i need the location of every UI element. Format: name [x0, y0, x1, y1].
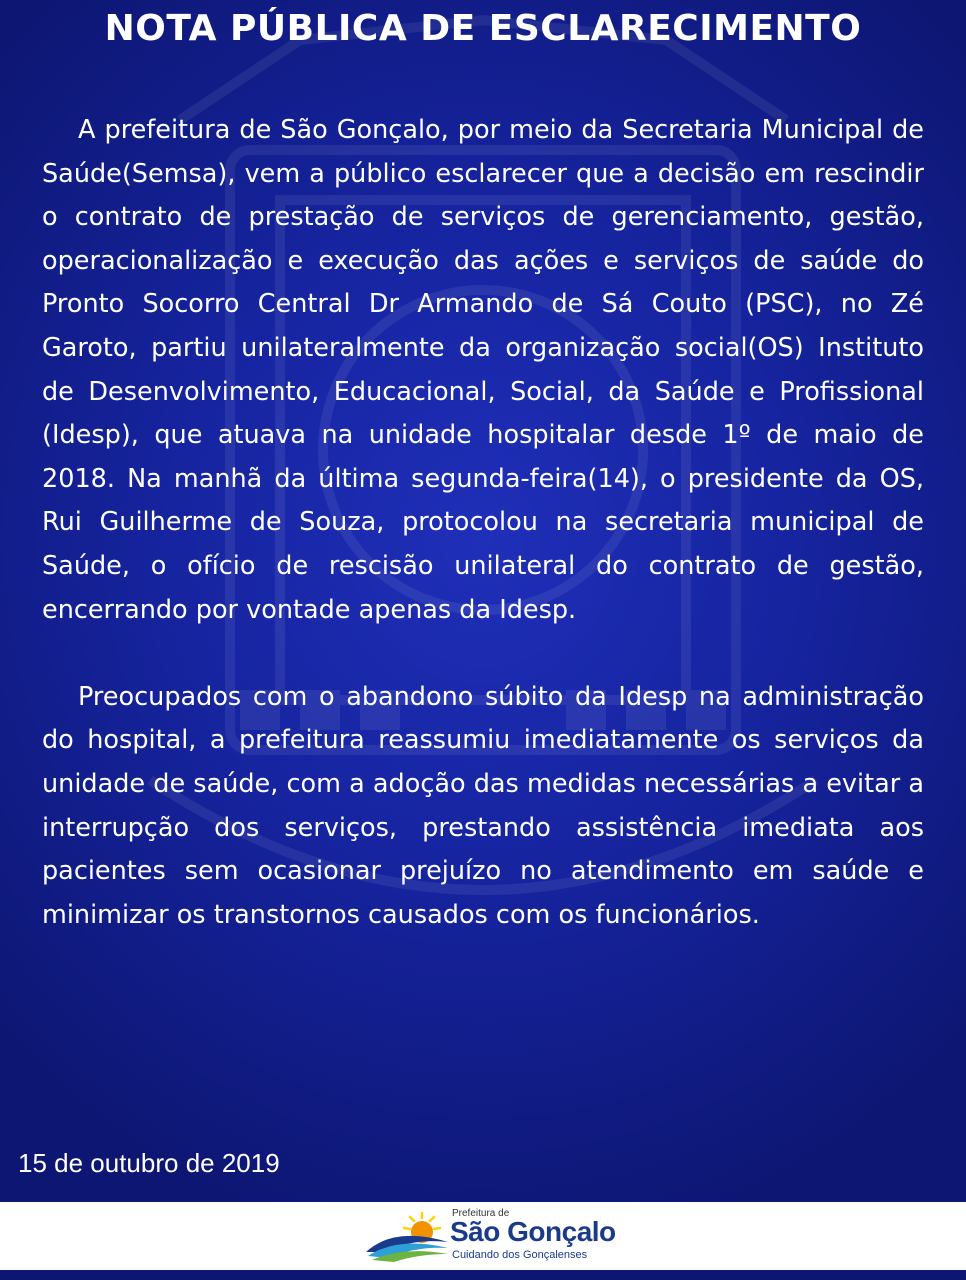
footer — [0, 1202, 966, 1270]
logo-small-text: Prefeitura de — [452, 1208, 510, 1219]
notice-body — [42, 109, 924, 937]
paragraph-1: A prefeitura de São Gonçalo, por meio da Secretaria Municipal de Saúde(Semsa), vem a público esclarecer que a decisão em rescindir o contrato de prestação de serviços de gerenciamento, gestão, operacionalização e execução das ações e serviços de saúde do Pronto Socorro Central Dr Armando de Sá Couto (PSC), no Zé Garoto, partiu unilateralmente da organização social(OS) Instituto de Desenvolvimento, Educacional, Social, da Saúde e Profissional (Idesp), que atuava na unidade hospitalar desde 1º de maio de 2018. Na manhã da última segunda-feira(14), o presidente da OS, Rui Guilherme de Souza, protocolou na secretaria municipal de Saúde, o ofício de rescisão unilateral do contrato de gestão, encerrando por vontade apenas da Idesp. — [42, 115, 924, 625]
sun-waves-logo-icon — [364, 1212, 450, 1262]
paragraph-2: Preocupados com o abandono súbito da Idesp na administração do hospital, a prefeitura reassumiu imediatamente os serviços da unidade de saúde, com a adoção das medidas necessárias a evitar a interrupção dos serviços, prestando assistência imediata aos pacientes sem ocasionar prejuízo no atendimento em saúde e minimizar os transtornos causados com os funcionários. — [42, 681, 924, 930]
bottom-strip — [0, 1270, 966, 1280]
page-title: NOTA PÚBLICA DE ESCLARECIMENTO — [104, 8, 862, 49]
prefeitura-logo — [364, 1206, 614, 1266]
logo-name: São Gonçalo — [450, 1216, 616, 1247]
logo-tagline: Cuidando dos Gonçalenses — [452, 1249, 588, 1261]
notice-date: 15 de outubro de 2019 — [18, 1148, 280, 1178]
